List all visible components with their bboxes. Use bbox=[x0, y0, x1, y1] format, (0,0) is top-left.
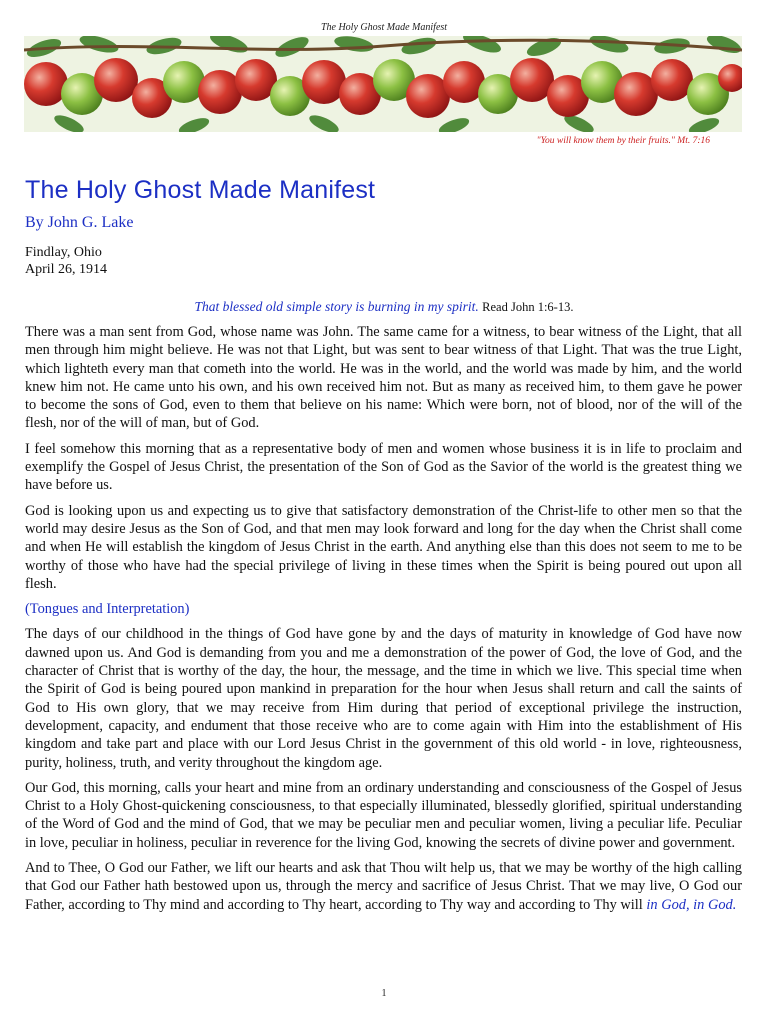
running-head: The Holy Ghost Made Manifest bbox=[320, 22, 448, 33]
tongues-interpretation-note: (Tongues and Interpretation) bbox=[25, 601, 190, 618]
paragraph: I feel somehow this morning that as a representative body of men and women whose business it is in life to proclaim and exemplify the Gospel of Jesus Christ, the presentation of the Son of God as the Savior of the world is the greatest thing we have before us. bbox=[25, 440, 742, 494]
banner-caption: "You will know them by their fruits." Mt. 7:16 bbox=[536, 136, 710, 146]
paragraph: The days of our childhood in the things of God have gone by and the days of maturity in knowledge of God have now dawned upon us. And God is demanding from you and me a demonstration of the power of God, the love of God, and the character of Christ that is worthy of the day, the hour, the message, and the time in which we live. This special time when the Spirit of God is being poured upon mankind in preparation for the hour when Jesus shall return and call the saints of God to His own glory, that we may receive from Him during that period of exceptional privilege the instruction, development, capacity, and endument that those receive who are to come again with Him into the establishment of His kingdom and take part and place with our Lord Jesus Christ in the government of this old world - in love, righteousness, purity, holiness, truth, and verity throughout the kingdom age. bbox=[25, 626, 742, 771]
paragraph: There was a man sent from God, whose name was John. The same came for a witness, to bear witness of the Light, that all men through him might believe. He was not that Light, but was sent to bear witness of that Light. That was the true Light, which lighteth every man that cometh into the world. He was in the world, and the world was made by him, and the world knew him not. He came unto his own, and his own received him not. But as many as received him, to them gave he power to become the sons of God, even to them that believe on his name: Which were born, not of blood, nor of the will of the flesh, nor of the will of man, but of God. bbox=[25, 324, 742, 432]
epigraph-reference: Read John 1:6-13. bbox=[482, 300, 574, 314]
page-number: 1 bbox=[381, 988, 387, 999]
closing-italic: in God, in God. bbox=[646, 896, 737, 913]
epigraph bbox=[0, 299, 768, 315]
location-date bbox=[25, 245, 107, 278]
epigraph-quote: That blessed old simple story is burning in my spirit. bbox=[194, 299, 479, 314]
paragraph: God is looking upon us and expecting us to give that satisfactory demonstration of the Christ-life to other men so that the world may desire Jesus as the Son of God, and that men may look forward and long for the day when the Christ shall come and when He will establish the kingdom of Jesus Christ in the earth. And anything else than this does not seem to me to be worthy of those who have had the special privilege of living in these times when the Spirit is being poured out upon all flesh. bbox=[25, 502, 742, 592]
apple-branch-banner bbox=[24, 36, 742, 132]
date: April 26, 1914 bbox=[25, 261, 108, 277]
paragraph: Our God, this morning, calls your heart and mine from an ordinary understanding and consciousness of the Gospel of Jesus Christ to a Holy Ghost-quickening consciousness, to that especially illuminated, blessedly glorified, spiritual understanding of the Word of God and the mind of God, that we may be peculiar men and peculiar women, living a peculiar life. Peculiar in love, peculiar in holiness, peculiar in reverence for the living God, knowing the secrets of divine power and government. bbox=[25, 779, 742, 851]
paragraph bbox=[25, 859, 742, 914]
byline: By John G. Lake bbox=[25, 214, 134, 231]
location: Findlay, Ohio bbox=[25, 245, 102, 260]
body-text bbox=[25, 323, 742, 921]
page-title: The Holy Ghost Made Manifest bbox=[25, 176, 376, 204]
paragraph-text: And to Thee, O God our Father, we lift our hearts and ask that Thou wilt help us, that we may be worthy of the high calling that God our Father hath bestowed upon us, through the mercy and sacrifice of Jesus Christ. That we may live, O God our Father, according to Thy mind and according to Thy heart, according to Thy way and according to Thy will bbox=[25, 860, 742, 913]
